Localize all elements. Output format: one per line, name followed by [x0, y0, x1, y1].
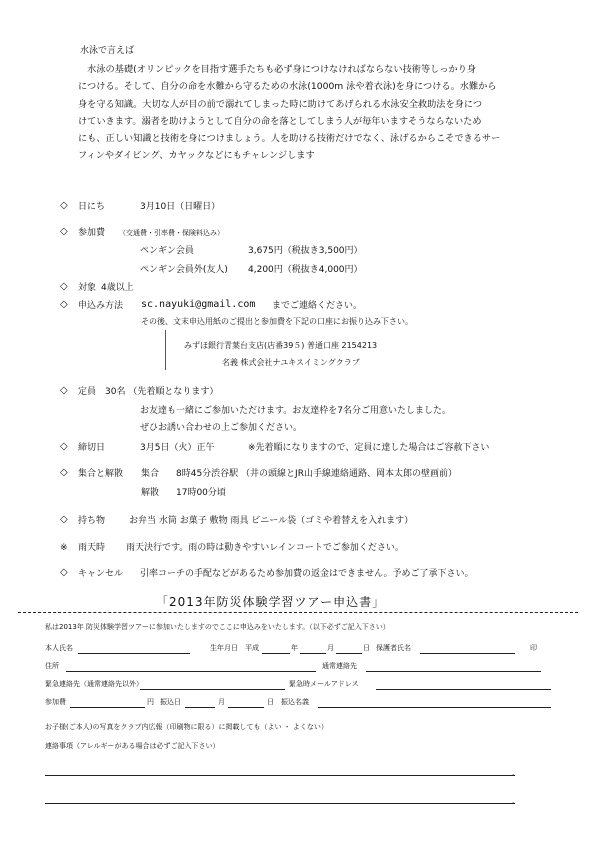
emergency-mail-field[interactable]: [376, 689, 551, 690]
capacity-label: 定員: [78, 387, 97, 397]
fee-member-name: ペンギン会員: [140, 246, 194, 256]
apply-email-suffix: までご連絡ください。: [272, 301, 363, 311]
cancel-label: キャンセル: [78, 569, 124, 579]
bank-line: みずほ銀行青葉台支店(店番39５) 普通口座 2154213: [184, 341, 378, 350]
name-field[interactable]: [78, 653, 190, 654]
intro-line: につける。そして、自分の命を水難から守るための水泳(1000m 泳や着衣泳)を身につける。水難から: [78, 81, 497, 93]
fee-nonmember-price: 4,200円（税抜き4,000円）: [248, 265, 363, 275]
line-end-mark: .: [512, 797, 515, 805]
notes-line-2[interactable]: [45, 803, 515, 804]
target-label: 対象: [78, 283, 97, 293]
rain-label: 雨天時: [78, 543, 106, 553]
payer-label: 振込名義: [281, 698, 309, 706]
cut-line: [18, 612, 578, 613]
capacity-value: 30名 （先着順となります）: [105, 387, 219, 397]
year-label: 年: [291, 644, 298, 652]
intro-line: 身を守る知識。大切な人が目の前で溺れてしまった時に助けてあげられる水泳安全救助法を身につ: [78, 98, 483, 110]
intro-line: 水泳の基礎(オリンピックを目指す選手たちも必ず身につけなければならない技術等しっかり身: [78, 64, 477, 75]
dismiss-value: 17時00分頃: [176, 488, 226, 498]
payer-field[interactable]: [318, 707, 551, 708]
bullet-icon: ◇: [60, 226, 68, 237]
gather-value: 8時45分渋谷駅 （井の頭線とJR山手線連絡通路、岡本太郎の壁画前）: [176, 469, 457, 479]
fee-note: （交通費・引率費・保険料込み）: [119, 229, 224, 237]
dismiss-label: 解散: [141, 488, 160, 498]
seal-label: 印: [530, 644, 537, 652]
bullet-icon: ◇: [60, 441, 68, 452]
bullet-icon: ◇: [60, 299, 68, 310]
guardian-label: 保護者氏名: [376, 644, 411, 652]
paid-day-label: 日: [267, 698, 274, 706]
capacity-note1: お友達も一緒にご参加いただけます。お友達枠を7名分ご用意いたしました。: [140, 406, 452, 416]
yen-label: 円: [147, 698, 154, 706]
birth-day-field[interactable]: [336, 653, 362, 654]
deadline-note: ※先着順になりますので、定員に達した場合はご容赦下さい: [248, 443, 490, 453]
fee-amount-field[interactable]: [70, 707, 145, 708]
paid-day-field[interactable]: [228, 707, 264, 708]
apply-label: 申込み方法: [78, 301, 124, 311]
month-label: 月: [327, 644, 334, 652]
intro-paragraph: [78, 61, 548, 165]
form-statement: 私は2013年 防災体験学習ツアーに参加いたしますのでここに申込みをいたします。（以下必ずご記入下さい）: [45, 623, 390, 631]
target-value: 4歳以上: [101, 283, 134, 293]
fee-paid-label: 参加費: [45, 698, 66, 706]
date-value: 3月10日（日曜日）: [140, 202, 221, 212]
paid-date-label: 振込日: [160, 698, 181, 706]
deadline-label: 締切日: [78, 443, 106, 453]
bullet-icon: ◇: [60, 385, 68, 396]
deadline-value: 3月5日（火）正午: [140, 443, 215, 453]
emergency-mail-label: 緊急時メールアドレス: [289, 680, 359, 688]
paid-month-field[interactable]: [185, 707, 215, 708]
notes-line-1[interactable]: [45, 775, 515, 776]
intro-line: にも、正しい知識と技術を身につけましょう。人を助ける技術だけでなく、泳げるからこそできるサー: [78, 133, 501, 145]
line-end-mark: .: [512, 769, 515, 777]
fee-nonmember-name: ペンギン会員外(友人): [140, 265, 228, 275]
birth-year-field[interactable]: [262, 653, 290, 654]
gather-label: 集合: [141, 469, 160, 479]
items-label: 持ち物: [78, 516, 106, 526]
fee-member-price: 3,675円（税抜き3,500円）: [248, 246, 363, 256]
bullet-icon: ◇: [60, 200, 68, 211]
holder-line: 名義 株式会社ナユキスイミングクラブ: [222, 358, 360, 367]
day-label: 日: [363, 644, 370, 652]
address-label: 住所: [45, 662, 59, 670]
cancel-value: 引率コーチの手配などがあるため参加費の返金はできません。予めご了承下さい。: [140, 569, 474, 579]
era-label: 平成: [245, 644, 259, 652]
intro-line: けていきます。溺者を助けようとして自分の命を落としてしまう人が毎年いますそうならないため: [78, 115, 482, 127]
form-title: 「2013年防災体験学習ツアー申込書」: [156, 595, 386, 609]
contact-field[interactable]: [366, 671, 541, 672]
rain-value: 雨天決行です。雨の時は動きやすいレインコートでご参加ください。: [126, 543, 404, 553]
asterisk-icon: ※: [60, 543, 68, 553]
guardian-field[interactable]: [420, 653, 515, 654]
intro-line: フィンやダイビング、カヤックなどにもチャレンジします: [78, 150, 315, 162]
date-label: 日にち: [78, 202, 106, 212]
paid-month-label: 月: [218, 698, 225, 706]
notes-label: 連絡事項（アレルギーがある場合は必ずご記入下さい）: [45, 742, 220, 750]
intro-heading: 水泳で言えば: [80, 46, 135, 56]
apply-note: その後、文末申込用紙のご提出と参加費を下記の口座にお振り込み下さい。: [141, 317, 413, 326]
bullet-icon: ◇: [60, 467, 68, 478]
fee-label: 参加費: [78, 228, 106, 238]
apply-email[interactable]: sc.nayuki@gmail.com: [141, 299, 256, 310]
name-label: 本人氏名: [45, 644, 73, 652]
items-value: お弁当 水筒 お菓子 敷物 雨具 ビニール袋（ゴミや着替えを入れます）: [129, 516, 414, 526]
photo-consent: お子様(ご本人)の写真をクラブ内広報（印刷物に限る）に掲載しても（よい ・ よくない）: [45, 723, 328, 731]
contact-label: 通常連絡先: [322, 662, 357, 670]
capacity-note2: ぜひお誘い合わせの上ご参加ください。: [140, 423, 303, 433]
meeting-label: 集合と解散: [78, 469, 124, 479]
birth-label: 生年月日: [210, 644, 238, 652]
emergency-label: 緊急連絡先（通常連絡先以外）: [45, 680, 143, 688]
bullet-icon: ◇: [60, 281, 68, 292]
bullet-icon: ◇: [60, 514, 68, 525]
bullet-icon: ◇: [60, 567, 68, 578]
birth-month-field[interactable]: [300, 653, 326, 654]
address-field[interactable]: [66, 671, 316, 672]
emergency-field[interactable]: [140, 689, 285, 690]
